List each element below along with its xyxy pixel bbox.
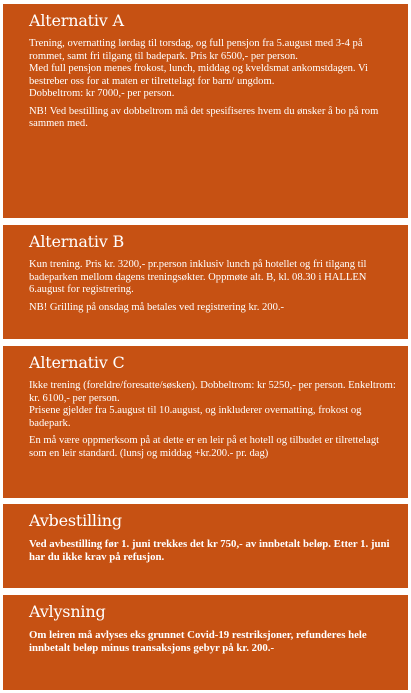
section-paragraph: Ikke trening (foreldre/foresatte/søsken). Dobbeltrom: kr 5250,- per person. Enkeltrom: kr. 6100,- per person. [29,380,396,404]
section-paragraph: Prisene gjelder fra 5.august til 10.august, og inkluderer overnatting, frokost og badepark. [29,405,362,429]
section-alternativ-b [3,225,408,339]
section-paragraph: Trening, overnatting lørdag til torsdag, og full pensjon fra 5.august med 3-4 på rommet, samt fri tilgang til badepark. Pris kr 6500,- per person. [29,38,363,62]
section-title: Avlysning [29,602,106,621]
section-paragraph: Ved avbestilling før 1. juni trekkes det kr 750,- av innbetalt beløp. Etter 1. juni har du ikke krav på refusjon. [29,538,390,563]
section-title: Avbestilling [29,511,122,530]
section-paragraph: Dobbeltrom: kr 7000,- per person. [29,88,175,99]
section-paragraph: Om leiren må avlyses eks grunnet Covid-19 restriksjoner, refunderes hele innbetalt beløp minus transaksjons gebyr på kr. 200.- [29,629,367,654]
section-paragraph: En må være oppmerksom på at dette er en leir på et hotell og tilbudet er tilrettelagt som en leir standard. (lunsj og middag +kr.200.- pr. dag) [29,435,380,459]
section-alternativ-a [3,4,408,218]
section-avlysning [3,595,408,690]
section-paragraph: Kun trening. Pris kr. 3200,- pr.person inklusiv lunch på hotellet og fri tilgang til badeparken mellom dagens treningsøkter. Oppmøte alt. B, kl. 08.30 i HALLEN 6.august for registrering. [29,259,367,295]
section-title: Alternativ C [29,353,125,372]
section-title: Alternativ A [29,11,124,30]
section-paragraph: NB! Grilling på onsdag må betales ved registrering kr. 200.- [29,301,285,313]
section-paragraph: NB! Ved bestilling av dobbeltrom må det spesifiseres hvem du ønsker å bo på rom sammen med. [29,105,379,129]
section-paragraph: Med full pensjon menes frokost, lunch, middag og kveldsmat ankomstdagen. Vi bestreber oss for at maten er tilrettelagt for barn/ ungdom. [29,63,368,87]
section-alternativ-c [3,346,408,498]
section-title: Alternativ B [29,232,125,251]
section-avbestilling [3,504,408,588]
